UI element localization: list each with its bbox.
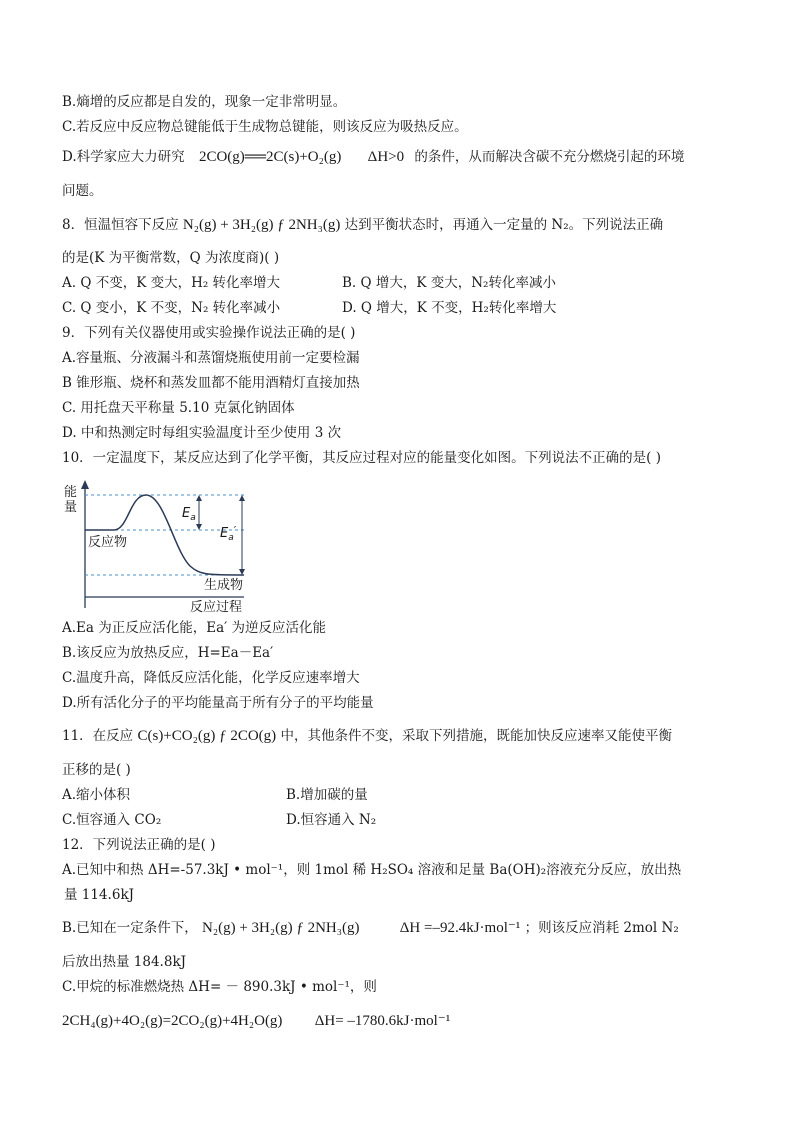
option-8-prev-D-cont: 问题。 xyxy=(62,183,103,199)
formula-delta-h-c: ΔH= –1780.6kJ·mol⁻¹ xyxy=(314,1013,451,1029)
text-segment: 达到平衡状态时，再通入一定量的 N₂。下列说法正确 xyxy=(344,217,664,233)
text-segment: 11．在反应 xyxy=(62,728,134,744)
question-11-stem xyxy=(62,727,672,745)
formula-2co: 2CO(g)══2C(s)+O₂(g) xyxy=(198,149,342,165)
formula-delta-h: ΔH>0 xyxy=(367,149,405,165)
x-label-process: 反应过程 xyxy=(190,600,243,615)
option-11C: C.恒容通入 CO₂ xyxy=(62,812,162,828)
question-8-stem-cont: 的是(K 为平衡常数，Q 为浓度商)( ) xyxy=(62,250,280,266)
ea-prime-subscript: a xyxy=(228,533,234,543)
option-11A: A.缩小体积 xyxy=(62,787,131,803)
option-10D: D.所有活化分子的平均能量高于所有分子的平均能量 xyxy=(62,695,374,711)
y-label-energy-2: 量 xyxy=(64,500,78,515)
ea-prime-label xyxy=(220,524,237,543)
text-segment: 中，其他条件不变，采取下列措施，既能加快反应速率又能使平衡 xyxy=(280,728,672,744)
product-label: 生成物 xyxy=(204,578,244,593)
text-segment: 8．恒温恒容下反应 xyxy=(62,217,179,233)
formula-methane: 2CH₄(g)+4O₂(g)=2CO₂(g)+4H₂O(g) xyxy=(62,1013,283,1029)
option-11B: B.增加碳的量 xyxy=(286,787,368,803)
option-12A: A.已知中和热 ΔH=-57.3kJ • mol⁻¹，则 1mol 稀 H₂SO₄ 溶液和足量 Ba(OH)₂溶液充分反应，放出热 xyxy=(62,862,682,878)
question-10-stem: 10．一定温度下，某反应达到了化学平衡，其反应过程对应的能量变化如图。下列说法不正确的是( ) xyxy=(62,450,662,466)
option-8D: D. Q 增大，K 不变，H₂转化率增大 xyxy=(342,300,557,316)
formula-boudouard: C(s)+CO₂(g) ƒ 2CO(g) xyxy=(137,728,277,744)
ea-prime-mark: ′ xyxy=(233,524,237,537)
option-9C: C. 用托盘天平称量 5.10 克氯化钠固体 xyxy=(62,400,295,416)
option-12B-cont: 后放出热量 184.8kJ xyxy=(62,954,187,970)
option-12B xyxy=(62,919,679,937)
ea-prime-letter: E xyxy=(220,526,229,541)
reactant-label: 反应物 xyxy=(88,535,128,550)
option-8-prev-C: C.若反应中反应物总键能低于生成物总键能，则该反应为吸热反应。 xyxy=(62,119,468,135)
y-label-energy-1: 能 xyxy=(64,485,78,500)
option-11D: D.恒容通入 N₂ xyxy=(286,812,377,828)
formula-delta-h-b: ΔH =–92.4kJ·mol⁻¹ xyxy=(399,920,521,936)
text-segment: B.已知在一定条件下， xyxy=(62,920,198,936)
option-9A: A.容量瓶、分液漏斗和蒸馏烧瓶使用前一定要检漏 xyxy=(62,350,360,366)
ea-letter: E xyxy=(182,506,191,521)
formula-ammonia-b: N₂(g) + 3H₂(g) ƒ 2NH₃(g) xyxy=(202,920,360,936)
option-12C-cont xyxy=(62,1012,450,1030)
option-8B: B. Q 增大，K 变大，N₂转化率减小 xyxy=(342,275,556,291)
text-segment: 的条件，从而解决含碳不充分燃烧引起的环境 xyxy=(414,149,685,165)
question-8-stem xyxy=(62,216,663,234)
option-9D: D. 中和热测定时每组实验温度计至少使用 3 次 xyxy=(62,425,342,441)
text-segment: ；则该反应消耗 2mol N₂ xyxy=(524,920,679,936)
ea-prime-arrow xyxy=(239,495,245,575)
option-10C: C.温度升高，降低反应活化能，化学反应速率增大 xyxy=(62,670,360,686)
ea-arrow xyxy=(196,495,202,530)
option-12C: C.甲烷的标准燃烧热 ΔH= － 890.3kJ • mol⁻¹，则 xyxy=(62,979,377,995)
ea-subscript: a xyxy=(190,513,196,523)
question-12-stem: 12．下列说法正确的是( ) xyxy=(62,837,216,853)
option-8-prev-D xyxy=(62,148,684,166)
option-8A: A. Q 不变，K 变大，H₂ 转化率增大 xyxy=(62,275,281,291)
ea-label xyxy=(182,506,196,523)
option-10B: B.该反应为放热反应，H=Ea－Ea′ xyxy=(62,645,274,661)
option-12A-cont: 量 114.6kJ xyxy=(64,887,135,903)
question-9-stem: 9．下列有关仪器使用或实验操作说法正确的是( ) xyxy=(62,325,356,341)
option-8C: C. Q 变小，K 不变，N₂ 转化率减小 xyxy=(62,300,281,316)
formula-ammonia: N₂(g) + 3H₂(g) ƒ 2NH₃(g) xyxy=(182,217,341,233)
option-10A: A.Ea 为正反应活化能，Ea′ 为逆反应活化能 xyxy=(62,620,326,636)
option-8-prev-B: B.熵增的反应都是自发的，现象一定非常明显。 xyxy=(62,94,347,110)
text-segment: D.科学家应大力研究 xyxy=(62,149,185,165)
option-9B: B 锥形瓶、烧杯和蒸发皿都不能用酒精灯直接加热 xyxy=(62,375,360,391)
energy-diagram xyxy=(62,480,252,615)
question-11-stem-cont: 正移的是( ) xyxy=(62,762,131,778)
